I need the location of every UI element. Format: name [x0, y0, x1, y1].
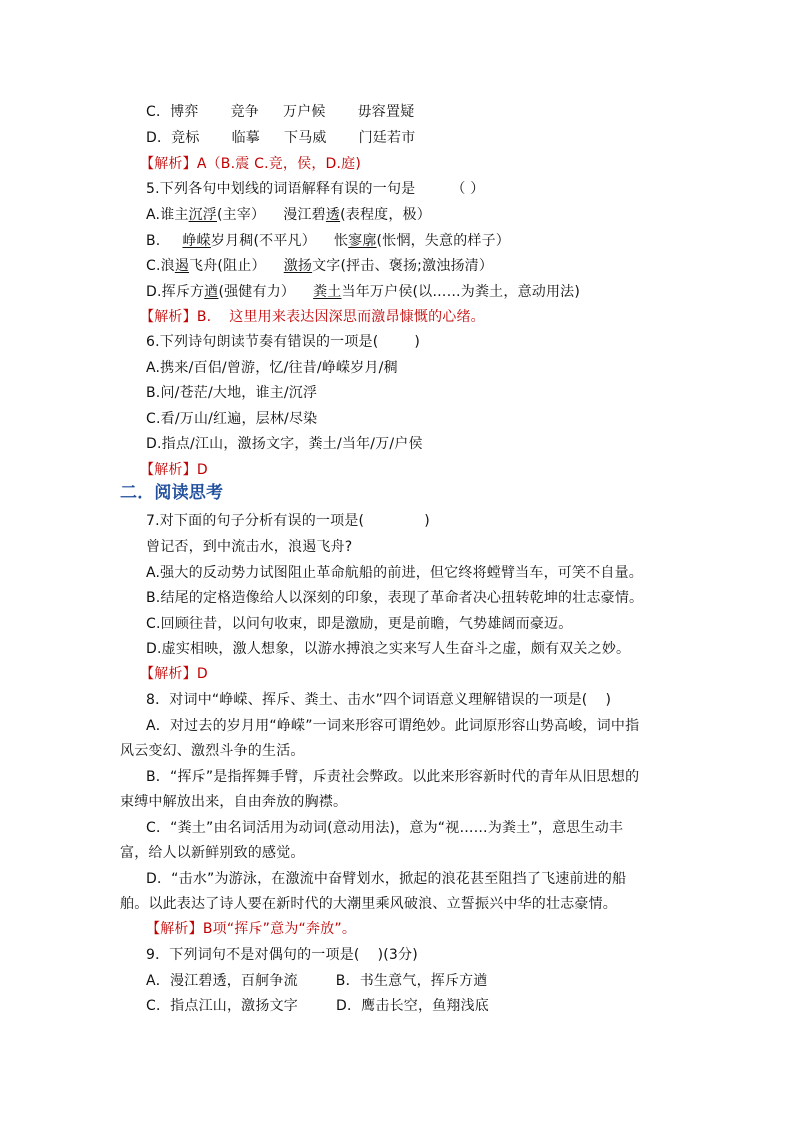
q7-quote: 曾记否，到中流击水，浪遏飞舟? [146, 539, 353, 555]
q7-option-c: C.回顾往昔，以问句收束，即是激励，更是前瞻，气势雄阔而豪迈。 [146, 616, 573, 632]
q8-option-a-line2: 风云变幻、激烈斗争的生活。 [120, 743, 305, 759]
q4-option-c: C．博弈 竞争 万户候 毋容置疑 [146, 104, 415, 120]
q6-option-c: C.看/万山/红遍，层林/尽染 [146, 411, 318, 427]
q6-option-d: D.指点/江山，激扬文字，粪土/当年/万/户侯 [146, 436, 423, 452]
q8-option-c-line1: C．“粪土”由名词活用为动词(意动用法)，意为“视……为粪土”，意思生动丰 [146, 820, 624, 836]
q7-analysis: 【解析】D [140, 666, 208, 682]
q4-option-d: D．竞标 临摹 下马威 门廷若市 [146, 130, 416, 146]
q8-option-d-line2: 舶。以此表达了诗人要在新时代的大潮里乘风破浪、立誓振兴中华的壮志豪情。 [120, 896, 617, 912]
q6-stem: 6.下列诗句朗读节奏有错误的一项是( ) [146, 334, 421, 350]
q6-option-a: A.携来/百侣/曾游，忆/往昔/峥嵘岁月/稠 [146, 360, 398, 376]
q9-options-ab [146, 971, 488, 991]
q9-option-b: B．书生意气，挥斥方遒 [335, 973, 488, 989]
q7-option-a: A.强大的反动势力试图阻止革命航船的前进，但它终将螳臂当车，可笑不自量。 [146, 565, 643, 581]
q8-option-d-line1: D．“击水”为游泳，在激流中奋臂划水，掀起的浪花甚至阻挡了飞速前进的船 [146, 871, 627, 887]
q4-analysis: 【解析】A（B.震 C.竞，侯，D.庭) [140, 156, 362, 172]
q7-option-d: D.虚实相映，激人想象，以游水搏浪之实来写人生奋斗之虚，颇有双关之妙。 [146, 641, 631, 657]
q5-option-a: A.谁主沉浮(主宰） 漫江碧透(表程度，极） [146, 207, 431, 223]
q9-option-a: A．漫江碧透，百舸争流 [146, 973, 298, 989]
section-heading: 二．阅读思考 [120, 483, 224, 503]
q9-option-d: D．鹰击长空，鱼翔浅底 [335, 998, 489, 1014]
q9-stem: 9．下列词句不是对偶句的一项是( )(3分) [146, 947, 418, 963]
q5-analysis: 【解析】B. 这里用来表达因深思而激昂慷慨的心绪。 [140, 309, 485, 325]
q5-option-b: B. 峥嵘岁月稠(不平凡） 怅寥廓(怅惘，失意的样子） [146, 233, 511, 249]
q9-option-c: C．指点江山，激扬文字 [146, 998, 298, 1014]
q5-stem: 5.下列各句中划线的词语解释有误的一句是 （ ） [146, 181, 485, 197]
q8-option-b-line1: B．“挥斥”是指挥舞手臂，斥责社会弊政。以此来形容新时代的青年从旧思想的 [146, 769, 640, 785]
q6-analysis: 【解析】D [140, 462, 208, 478]
q6-option-b: B.问/苍茫/大地，谁主/沉浮 [146, 385, 318, 401]
q5-option-d: D.挥斥方遒(强健有力） 粪土当年万户侯(以……为粪土，意动用法) [146, 284, 581, 300]
q8-stem: 8．对词中“峥嵘、挥斥、粪土、击水”四个词语意义理解错误的一项是( ) [146, 692, 612, 708]
q8-option-b-line2: 束缚中解放出来，自由奔放的胸襟。 [120, 794, 348, 810]
q7-stem: 7.对下面的句子分析有误的一项是( ) [146, 513, 430, 529]
q8-option-c-line2: 富，给人以新鲜别致的感觉。 [120, 845, 305, 861]
q9-options-cd [146, 996, 489, 1016]
q8-option-a-line1: A．对过去的岁月用“峥嵘”一词来形容可谓绝妙。此词原形容山势高峻，词中指 [146, 718, 640, 734]
q5-option-c: C.浪遏飞舟(阻止） 激扬文字(抨击、褒扬;激浊扬清） [146, 258, 494, 274]
q7-option-b: B.结尾的定格造像给人以深刻的印象，表现了革命者决心扭转乾坤的壮志豪情。 [146, 590, 644, 606]
q8-analysis: 【解析】B项“挥斥”意为“奔放”。 [146, 921, 357, 937]
